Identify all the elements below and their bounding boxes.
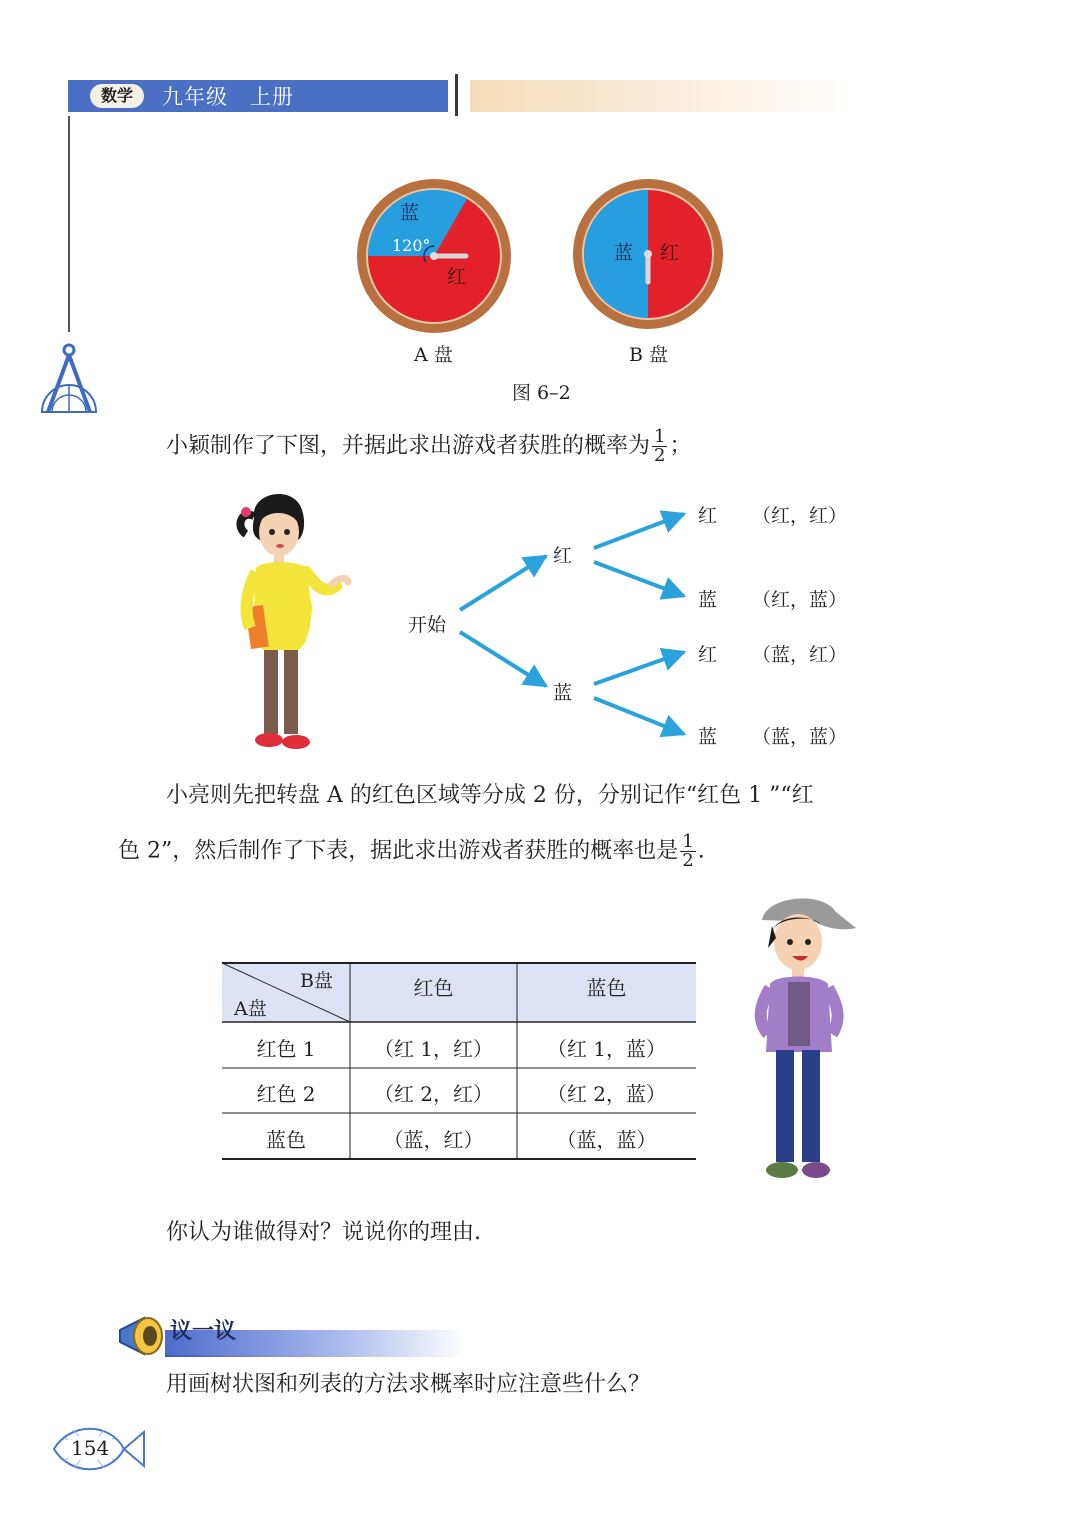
tree-level1-red: 红 [553,545,573,567]
tree-level2-item: 蓝 [698,726,718,748]
table-cell: （红 2，红） [373,1082,494,1106]
page-number: 154 [68,1436,112,1460]
table-column-header: 红色 [413,976,454,1000]
tree-outcome: （红，红） [752,505,848,527]
paragraph-xiaoliang-text: 色 2”，然后制作了下表，据此求出游戏者获胜的概率也是 [118,838,679,864]
table-cell: （蓝，蓝） [556,1128,657,1152]
megaphone-icon [114,1312,170,1360]
spinner-b [572,178,724,330]
grade-volume-title: 九年级 上册 [162,85,294,109]
paragraph-xiaoliang-line2: 色 2”，然后制作了下表，据此求出游戏者获胜的概率也是 $\frac{1}{2}$ . [118,831,705,871]
tree-arrow [594,562,684,596]
tree-level2-item: 红 [698,644,718,666]
header-divider [455,74,458,116]
subject-badge: 数学 [90,84,144,108]
boy-illustration [752,892,862,1190]
discussion-title: 议一议 [170,1319,237,1344]
tree-level2-item: 蓝 [698,589,718,611]
header-gradient-band [470,80,850,112]
tree-arrow [594,652,684,684]
tree-level1-blue: 蓝 [553,682,573,704]
spinner-a-red-text: 红 [447,266,467,288]
table-cell: （红 2，蓝） [546,1082,667,1106]
table-cell: （蓝，红） [383,1128,484,1152]
tree-outcome: （红，蓝） [752,589,848,611]
tree-outcome: （蓝，红） [752,644,848,666]
paragraph-xiaoying-text: 小颖制作了下图，并据此求出游戏者获胜的概率为 [166,433,651,459]
paragraph-xiaoying: 小颖制作了下图，并据此求出游戏者获胜的概率为 $\frac{1}{2}$ ； [166,426,692,466]
table-corner-a: A盘 [234,998,267,1020]
tree-level2-item: 红 [698,505,718,527]
table-row-header: 红色 1 [256,1037,316,1061]
spinner-a [356,178,512,334]
table-row-header: 红色 2 [256,1082,316,1106]
compass-icon [38,340,100,418]
spinner-b-label: B 盘 [629,344,669,366]
fraction-half: $\frac{1}{2}$ [682,831,694,871]
spinner-a-angle-text: 120° [392,236,431,255]
table-row-header: 蓝色 [266,1128,306,1152]
tree-arrow [460,556,546,610]
table-corner-b: B盘 [300,970,333,992]
figure-caption: 图 6–2 [512,382,571,404]
margin-rule [68,116,70,332]
paragraph-xiaoliang-line1: 小亮则先把转盘 A 的红色区域等分成 2 份，分别记作“红色 1 ”“红 [166,783,814,808]
fraction-half: $\frac{1}{2}$ [654,426,666,466]
spinner-b-red-text: 红 [660,242,680,264]
girl-illustration [232,488,354,756]
tree-arrow [594,514,684,548]
table-column-header: 蓝色 [586,976,627,1000]
discussion-text: 用画树状图和列表的方法求概率时应注意些什么？ [166,1372,651,1397]
tree-outcome: （蓝，蓝） [752,726,848,748]
tree-start: 开始 [408,614,447,636]
spinner-a-blue-text: 蓝 [400,202,420,224]
table-cell: （红 1，红） [373,1037,494,1061]
question-text: 你认为谁做得对？说说你的理由. [166,1220,481,1245]
table-cell: （红 1，蓝） [546,1037,667,1061]
discussion-underline [165,1355,465,1357]
spinner-a-label: A 盘 [414,344,453,366]
tree-arrow [594,698,684,734]
spinner-b-blue-text: 蓝 [614,242,634,264]
tree-diagram [400,494,870,756]
probability-table [222,962,696,1160]
tree-arrow [460,632,546,686]
